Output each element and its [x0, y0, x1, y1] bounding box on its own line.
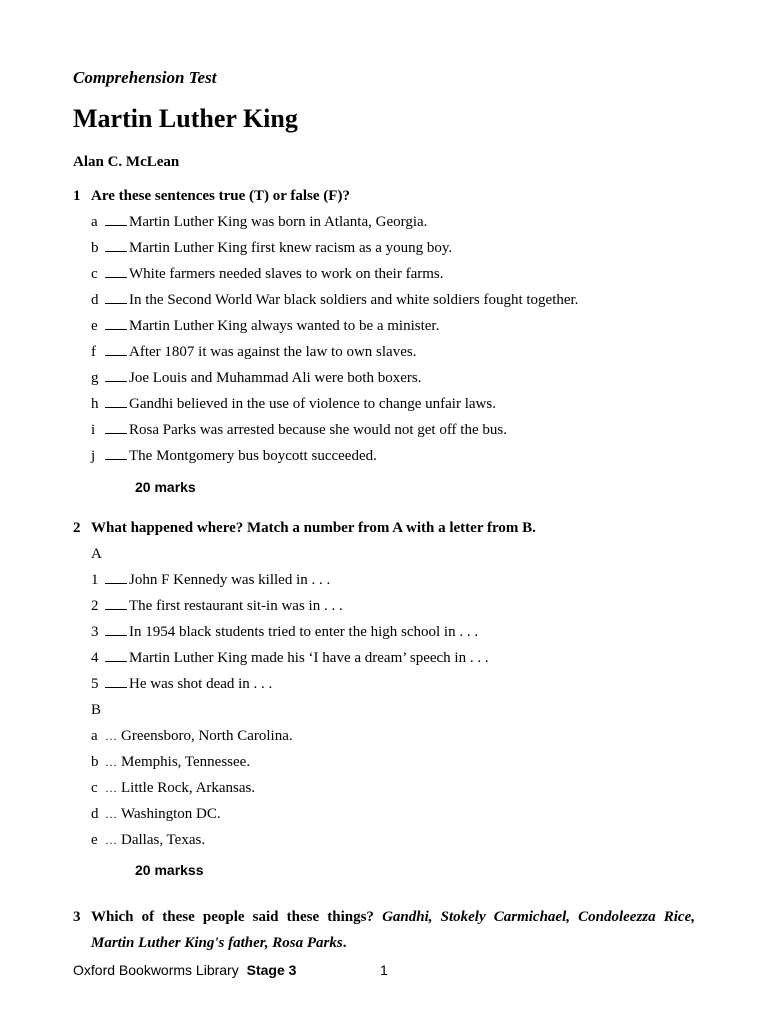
- q1-item-d: [91, 290, 578, 310]
- people-list-part-2: Martin Luther King's father, Rosa Parks: [91, 935, 343, 951]
- item-label: 3: [91, 624, 99, 640]
- item-text: Martin Luther King was born in Atlanta, Georgia.: [129, 214, 428, 230]
- item-label: g: [91, 370, 99, 386]
- stage-label: Stage 3: [246, 962, 297, 978]
- answer-blank[interactable]: [105, 446, 127, 460]
- item-label: e: [91, 832, 98, 848]
- q2-a-item-5: [91, 674, 272, 694]
- question-1-heading: [73, 188, 350, 205]
- question-end-punct: .: [342, 935, 347, 951]
- item-label: h: [91, 396, 99, 412]
- q1-item-a: [91, 212, 427, 232]
- item-text: Rosa Parks was arrested because she would not get off the bus.: [129, 422, 507, 438]
- library-name: Oxford Bookworms Library: [73, 962, 239, 978]
- item-label: 2: [91, 598, 99, 614]
- item-text: After 1807 it was against the law to own slaves.: [129, 344, 417, 360]
- answer-blank[interactable]: [105, 570, 127, 584]
- q1-item-g: [91, 368, 421, 388]
- item-label: 1: [91, 572, 99, 588]
- answer-blank[interactable]: [105, 420, 127, 434]
- item-label: d: [91, 292, 99, 308]
- item-label: b: [91, 240, 99, 256]
- item-label: c: [91, 780, 98, 796]
- answer-dots[interactable]: …: [105, 729, 117, 743]
- item-text: Dallas, Texas.: [121, 832, 206, 848]
- item-text: Memphis, Tennessee.: [121, 754, 251, 770]
- item-text: Gandhi believed in the use of violence to change unfair laws.: [129, 396, 496, 412]
- page-footer: [73, 962, 388, 978]
- question-number: 3: [73, 909, 81, 925]
- answer-blank[interactable]: [105, 596, 127, 610]
- answer-blank[interactable]: [105, 290, 127, 304]
- item-text: Greensboro, North Carolina.: [121, 728, 293, 744]
- question-3-line-1: [73, 904, 695, 930]
- item-label: 5: [91, 676, 99, 692]
- item-text: In the Second World War black soldiers and white soldiers fought together.: [129, 292, 579, 308]
- item-label: a: [91, 728, 98, 744]
- answer-blank[interactable]: [105, 264, 127, 278]
- answer-dots[interactable]: …: [105, 833, 117, 847]
- q1-item-j: [91, 446, 377, 466]
- item-text: The first restaurant sit-in was in . . .: [129, 598, 343, 614]
- q2-b-item-e: [91, 830, 205, 850]
- item-text: Martin Luther King first knew racism as a young boy.: [129, 240, 453, 256]
- group-a-label: A: [91, 546, 102, 562]
- q2-b-item-c: [91, 778, 255, 798]
- q1-marks: 20 marks: [135, 479, 196, 495]
- item-text: Martin Luther King always wanted to be a minister.: [129, 318, 440, 334]
- page-title: Martin Luther King: [73, 104, 298, 133]
- subtitle: Comprehension Test: [73, 68, 217, 87]
- q2-b-item-a: [91, 726, 293, 746]
- q1-item-f: [91, 342, 416, 362]
- people-list-part-1: Gandhi, Stokely Carmichael, Condoleezza Rice,: [382, 909, 695, 925]
- question-prompt: Which of these people said these things?: [91, 909, 374, 925]
- group-b-label: B: [91, 702, 102, 718]
- author: Alan C. McLean: [73, 154, 180, 170]
- question-prompt: What happened where? Match a number from A with a letter from B.: [91, 520, 536, 536]
- item-text: Joe Louis and Muhammad Ali were both boxers.: [129, 370, 422, 386]
- q1-item-h: [91, 394, 496, 414]
- q2-b-item-d: [91, 804, 221, 824]
- item-text: Little Rock, Arkansas.: [121, 780, 256, 796]
- answer-blank[interactable]: [105, 212, 127, 226]
- answer-blank[interactable]: [105, 342, 127, 356]
- item-text: Washington DC.: [121, 806, 221, 822]
- q2-a-item-4: [91, 648, 489, 668]
- item-text: John F Kennedy was killed in . . .: [129, 572, 331, 588]
- item-label: c: [91, 266, 98, 282]
- q2-marks: 20 markss: [135, 862, 204, 878]
- item-label: e: [91, 318, 98, 334]
- question-3: [73, 904, 695, 956]
- answer-blank[interactable]: [105, 674, 127, 688]
- answer-dots[interactable]: …: [105, 755, 117, 769]
- item-label: a: [91, 214, 98, 230]
- item-text: He was shot dead in . . .: [129, 676, 273, 692]
- answer-blank[interactable]: [105, 648, 127, 662]
- item-label: j: [91, 448, 96, 464]
- item-label: f: [91, 344, 96, 360]
- q1-item-b: [91, 238, 452, 258]
- item-label: b: [91, 754, 99, 770]
- item-text: The Montgomery bus boycott succeeded.: [129, 448, 377, 464]
- item-label: i: [91, 422, 96, 438]
- q1-item-c: [91, 264, 443, 284]
- question-2-heading: [73, 520, 536, 537]
- q2-a-item-1: [91, 570, 330, 590]
- answer-blank[interactable]: [105, 394, 127, 408]
- page-number: 1: [380, 962, 388, 978]
- question-3-line-2: [73, 930, 695, 956]
- q1-item-i: [91, 420, 507, 440]
- item-text: Martin Luther King made his ‘I have a dream’ speech in . . .: [129, 650, 489, 666]
- question-prompt: Are these sentences true (T) or false (F)?: [91, 188, 350, 204]
- answer-blank[interactable]: [105, 622, 127, 636]
- item-text: In 1954 black students tried to enter the high school in . . .: [129, 624, 479, 640]
- answer-blank[interactable]: [105, 316, 127, 330]
- question-number: 2: [73, 520, 81, 536]
- q2-b-item-b: [91, 752, 250, 772]
- q1-item-e: [91, 316, 439, 336]
- answer-dots[interactable]: …: [105, 781, 117, 795]
- answer-blank[interactable]: [105, 238, 127, 252]
- q2-a-item-2: [91, 596, 343, 616]
- item-text: White farmers needed slaves to work on their farms.: [129, 266, 444, 282]
- item-label: d: [91, 806, 99, 822]
- question-number: 1: [73, 188, 81, 204]
- answer-dots[interactable]: …: [105, 807, 117, 821]
- answer-blank[interactable]: [105, 368, 127, 382]
- item-label: 4: [91, 650, 99, 666]
- q2-a-item-3: [91, 622, 478, 642]
